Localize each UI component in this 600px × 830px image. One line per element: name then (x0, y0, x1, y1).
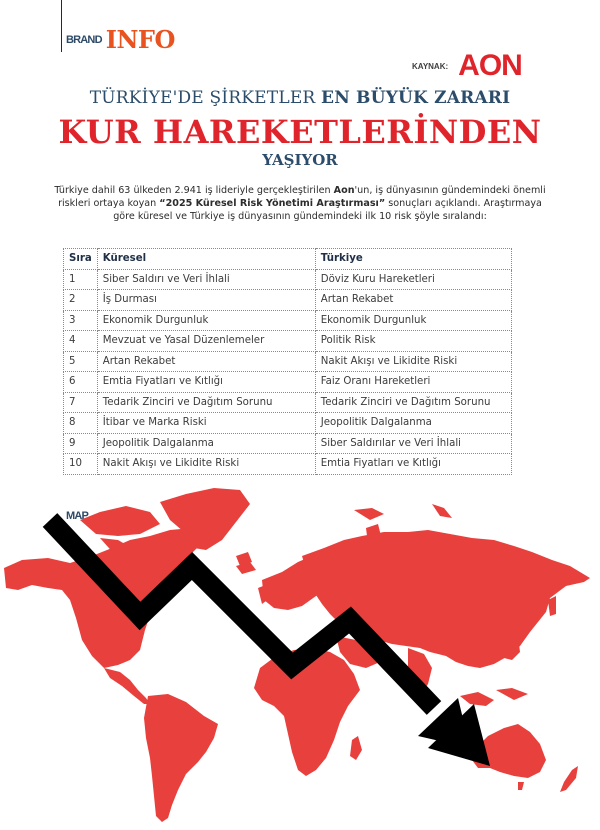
aon-logo: AON (458, 49, 522, 82)
headline-line1-regular: TÜRKİYE'DE ŞİRKETLER (89, 88, 322, 108)
rank-cell: 9 (64, 433, 98, 454)
info-wordmark: INFO (105, 25, 175, 54)
rank-cell: 10 (64, 454, 98, 475)
rank-cell: 8 (64, 413, 98, 434)
global-risk-cell: Emtia Fiyatları ve Kıtlığı (97, 372, 315, 393)
map-dot: . (86, 510, 89, 522)
table-row (64, 351, 512, 372)
turkey-risk-cell: Döviz Kuru Hareketleri (315, 269, 511, 290)
intro-paragraph (50, 184, 550, 223)
intro-aon: Aon (333, 185, 355, 196)
turkey-risk-cell: Artan Rekabet (315, 290, 511, 311)
map-word: MAP (66, 510, 87, 522)
table-row (64, 454, 512, 475)
headline-main: KUR HAREKETLERİNDEN (58, 113, 542, 151)
table-row (64, 392, 512, 413)
table-row (64, 290, 512, 311)
rank-cell: 5 (64, 351, 98, 372)
rank-cell: 3 (64, 310, 98, 331)
table-row (64, 413, 512, 434)
rank-cell: 4 (64, 331, 98, 352)
rank-cell: 7 (64, 392, 98, 413)
turkey-risk-cell: Faiz Oranı Hareketleri (315, 372, 511, 393)
header-turkey: Türkiye (315, 249, 511, 270)
table-row (64, 310, 512, 331)
global-risk-cell: İtibar ve Marka Riski (97, 413, 315, 434)
world-map-illustration (0, 484, 600, 830)
table-row (64, 372, 512, 393)
brand-text: BRAND (66, 33, 102, 46)
turkey-risk-cell: Ekonomik Durgunluk (315, 310, 511, 331)
table-row (64, 269, 512, 290)
turkey-risk-cell: Siber Saldırılar ve Veri İhlali (315, 433, 511, 454)
global-risk-cell: Jeopolitik Dalgalanma (97, 433, 315, 454)
header-divider-line (61, 0, 62, 52)
global-risk-cell: İş Durması (97, 290, 315, 311)
headline-line3: YAŞIYOR (262, 151, 338, 169)
table-row (64, 331, 512, 352)
rank-cell: 1 (64, 269, 98, 290)
intro-text-1: Türkiye dahil 63 ülkeden 2.941 iş lideriyle gerçekleştirilen (54, 185, 334, 196)
table-row (64, 433, 512, 454)
global-risk-cell: Tedarik Zinciri ve Dağıtım Sorunu (97, 392, 315, 413)
global-risk-cell: Mevzuat ve Yasal Düzenlemeler (97, 331, 315, 352)
global-risk-cell: Nakit Akışı ve Likidite Riski (97, 454, 315, 475)
turkey-risk-cell: Nakit Akışı ve Likidite Riski (315, 351, 511, 372)
rank-cell: 2 (64, 290, 98, 311)
intro-report-title: “2025 Küresel Risk Yönetimi Araştırması” (159, 198, 386, 209)
intro-text-3: sonuçları açıklandı. Araştırmaya göre küresel ve Türkiye iş dünyasının gündemindeki ilk 10 risk şöyle sıralandı: (113, 198, 542, 222)
global-risk-cell: Siber Saldırı ve Veri İhlali (97, 269, 315, 290)
turkey-risk-cell: Politik Risk (315, 331, 511, 352)
header-rank: Sıra (64, 249, 98, 270)
rank-cell: 6 (64, 372, 98, 393)
header-global: Küresel (97, 249, 315, 270)
risk-ranking-table (63, 248, 512, 475)
headline-line1-bold: EN BÜYÜK ZARARI (321, 88, 511, 108)
table-header-row (64, 249, 512, 270)
headline-line1 (0, 88, 600, 108)
intro-text-2: 'un, iş dünyasının gündemindeki önemli riskleri ortaya koyan (58, 185, 546, 209)
global-risk-cell: Ekonomik Durgunluk (97, 310, 315, 331)
source-label: KAYNAK: (412, 61, 449, 71)
source-credit (412, 51, 522, 81)
global-risk-cell: Artan Rekabet (97, 351, 315, 372)
turkey-risk-cell: Emtia Fiyatları ve Kıtlığı (315, 454, 511, 475)
turkey-risk-cell: Tedarik Zinciri ve Dağıtım Sorunu (315, 392, 511, 413)
turkey-risk-cell: Jeopolitik Dalgalanma (315, 413, 511, 434)
